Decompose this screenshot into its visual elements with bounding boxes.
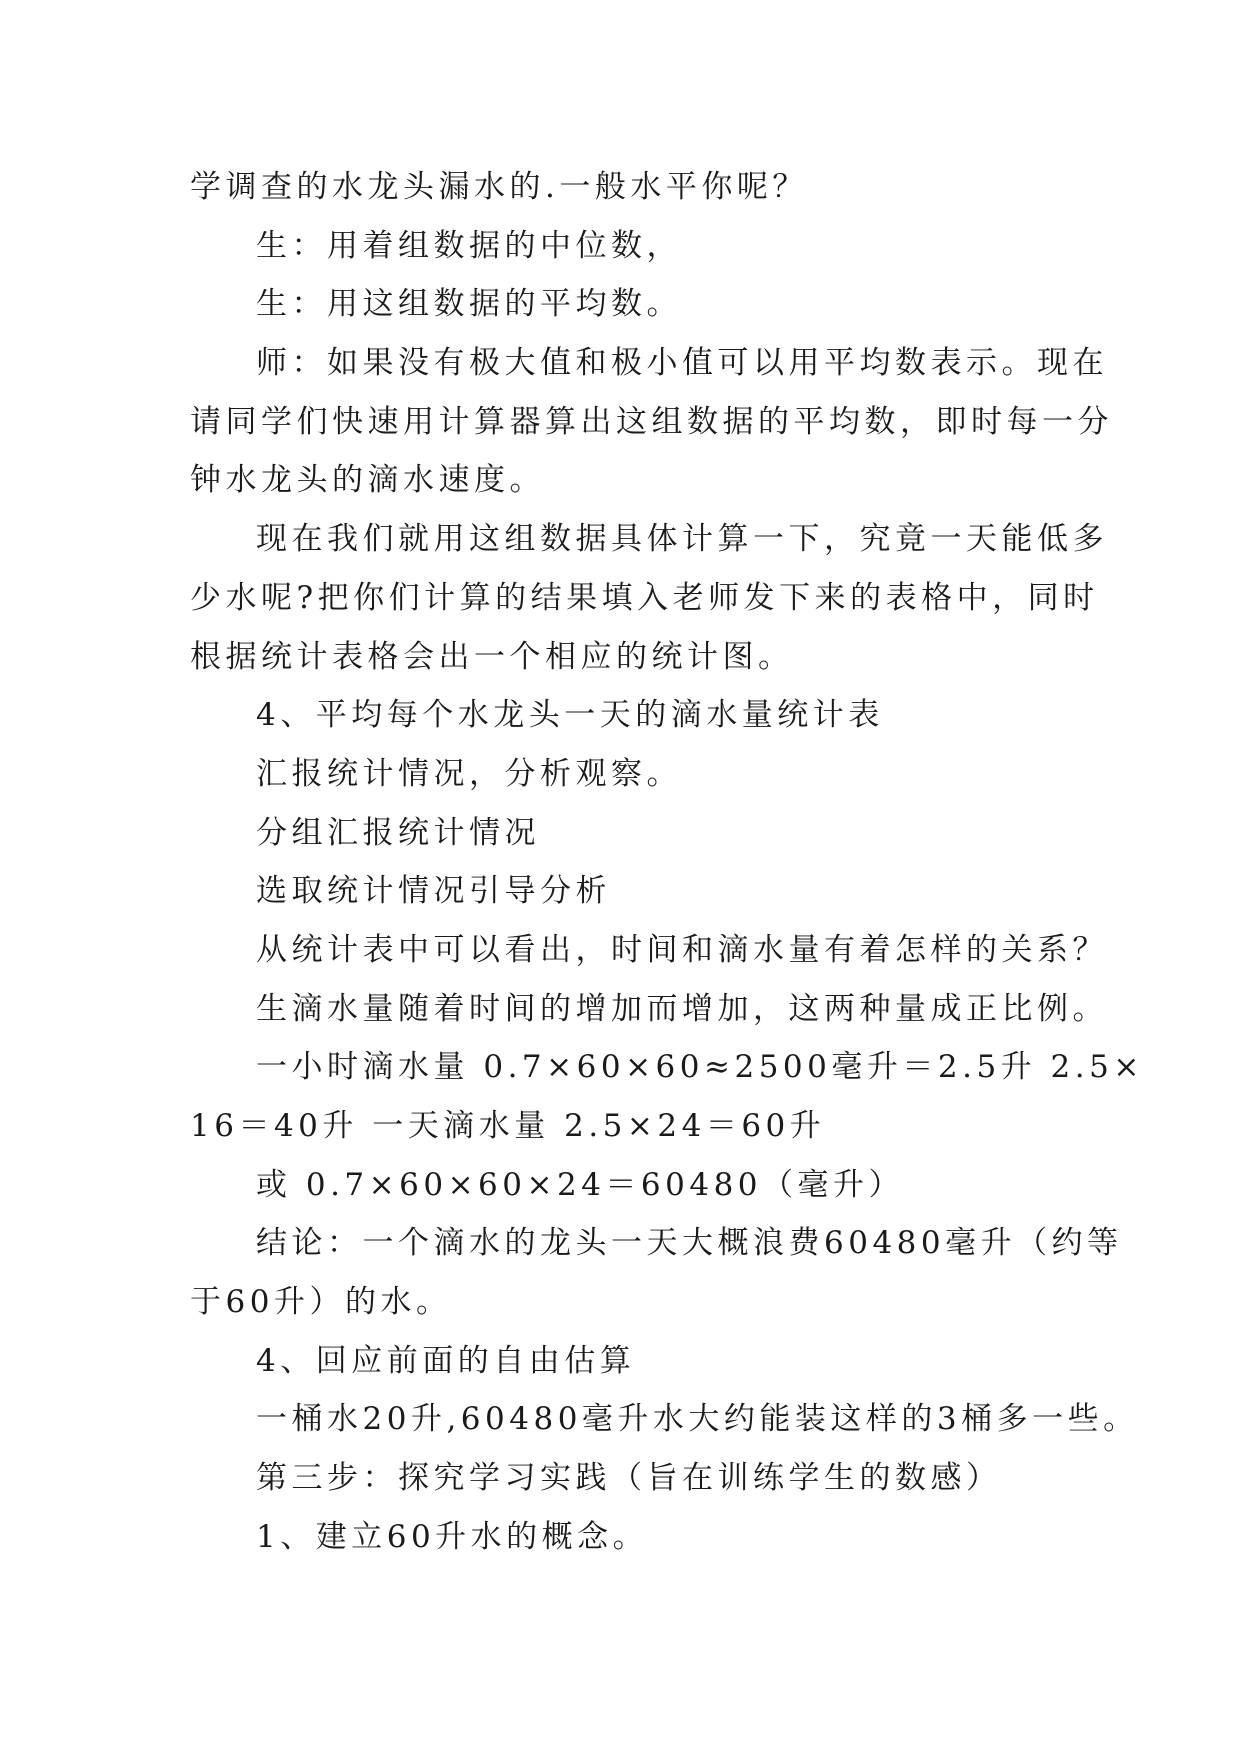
text-line: 或 0.7×60×60×24＝60480（毫升）: [256, 1166, 905, 1203]
text-line: 现在我们就用这组数据具体计算一下，究竟一天能低多: [256, 521, 1108, 558]
text-line: 一桶水20升,60480毫升水大约能装这样的3桶多一些。: [256, 1401, 1139, 1438]
text-line: 从统计表中可以看出，时间和滴水量有着怎样的关系？: [256, 931, 1108, 968]
text-line: 少水呢?把你们计算的结果填入老师发下来的表格中，同时: [190, 579, 1099, 616]
text-line: 钟水龙头的滴水速度。: [190, 462, 545, 499]
text-line: 生滴水量随着时间的增加而增加，这两种量成正比例。: [256, 990, 1108, 1027]
text-line: 生：用这组数据的平均数。: [256, 286, 682, 323]
text-line: 汇报统计情况，分析观察。: [256, 755, 682, 792]
text-line: 4、平均每个水龙头一天的滴水量统计表: [256, 697, 884, 734]
text-line: 分组汇报统计情况: [256, 814, 540, 851]
text-line: 16＝40升 一天滴水量 2.5×24＝60升: [190, 1108, 826, 1144]
text-line: 请同学们快速用计算器算出这组数据的平均数，即时每一分: [190, 403, 1113, 440]
text-line: 1、建立60升水的概念。: [256, 1518, 649, 1555]
text-line: 结论：一个滴水的龙头一天大概浪费60480毫升（约等: [256, 1225, 1123, 1262]
text-line: 于60升）的水。: [190, 1284, 452, 1321]
text-line: 根据统计表格会出一个相应的统计图。: [190, 638, 794, 675]
text-line: 第三步：探究学习实践（旨在训练学生的数感）: [256, 1460, 1002, 1497]
text-line: 师：如果没有极大值和极小值可以用平均数表示。现在: [256, 345, 1108, 382]
text-line: 4、回应前面的自由估算: [256, 1342, 636, 1379]
text-line: 选取统计情况引导分析: [256, 873, 611, 910]
text-line: 生：用着组数据的中位数，: [256, 227, 682, 264]
text-line: 一小时滴水量 0.7×60×60≈2500毫升＝2.5升 2.5×: [256, 1049, 1144, 1086]
document-body: [190, 158, 1144, 1567]
text-line: 学调查的水龙头漏水的.一般水平你呢？: [190, 169, 808, 205]
